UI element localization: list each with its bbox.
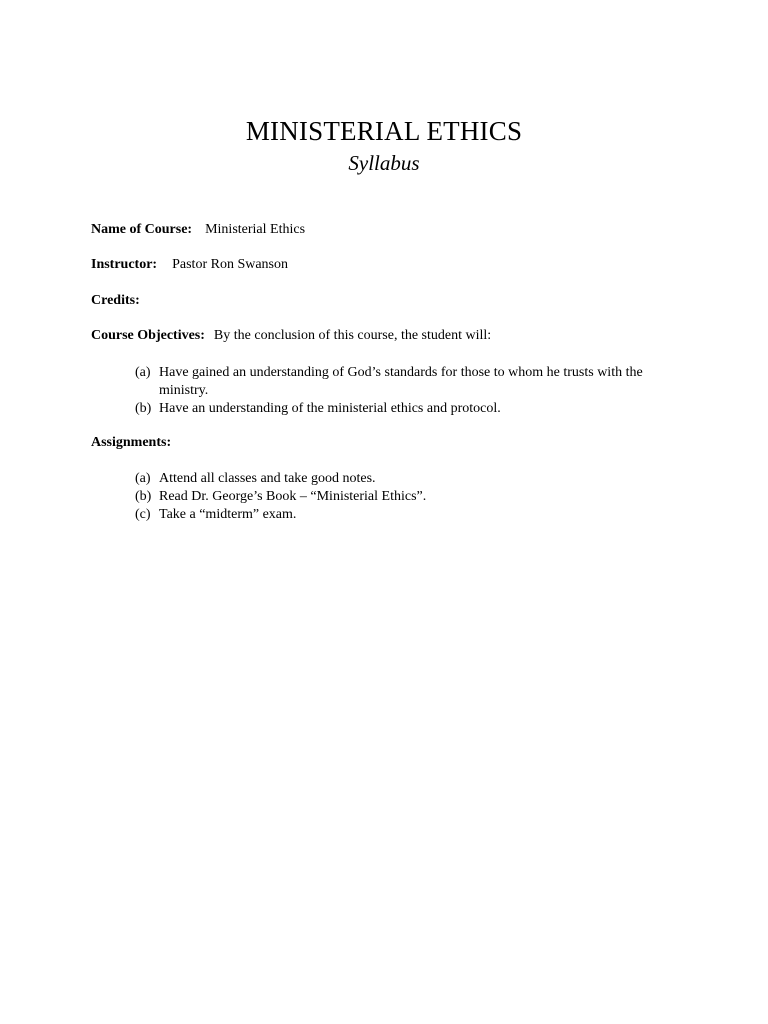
list-item: [135, 470, 695, 488]
list-item-text: Take a “midterm” exam.: [159, 507, 297, 522]
list-marker: (b): [135, 401, 152, 416]
list-item: [135, 488, 695, 506]
document-subtitle: Syllabus: [348, 151, 420, 175]
credits-field: [91, 292, 140, 310]
objectives-list: [135, 364, 695, 418]
assignments-label: Assignments:: [91, 435, 172, 450]
course-name-label: Name of Course:: [91, 222, 193, 237]
course-name-value: Ministerial Ethics: [205, 222, 306, 237]
assignments-field: [91, 434, 171, 452]
instructor-label: Instructor:: [91, 257, 158, 272]
list-item-text: Attend all classes and take good notes.: [159, 471, 376, 486]
list-marker: (b): [135, 489, 152, 504]
list-item-text: Have an understanding of the ministerial ethics and protocol.: [159, 401, 501, 416]
list-marker: (a): [135, 365, 151, 380]
list-item: [135, 364, 695, 400]
list-marker: (a): [135, 471, 151, 486]
course-name-field: [91, 221, 305, 239]
instructor-field: [91, 256, 288, 274]
list-item: [135, 400, 695, 418]
credits-label: Credits:: [91, 293, 140, 308]
document-title: MINISTERIAL ETHICS: [245, 116, 523, 146]
course-objectives-intro: By the conclusion of this course, the student will:: [213, 328, 492, 343]
course-objectives-label: Course Objectives:: [91, 328, 205, 343]
list-item-text: Read Dr. George’s Book – “Ministerial Ethics”.: [159, 489, 427, 504]
course-objectives-field: [91, 327, 491, 345]
instructor-value: Pastor Ron Swanson: [172, 257, 289, 272]
assignments-list: [135, 470, 695, 524]
list-marker: (c): [135, 507, 151, 522]
list-item: [135, 506, 695, 524]
list-item-text: Have gained an understanding of God’s standards for those to whom he trusts with the ministry.: [159, 365, 643, 398]
